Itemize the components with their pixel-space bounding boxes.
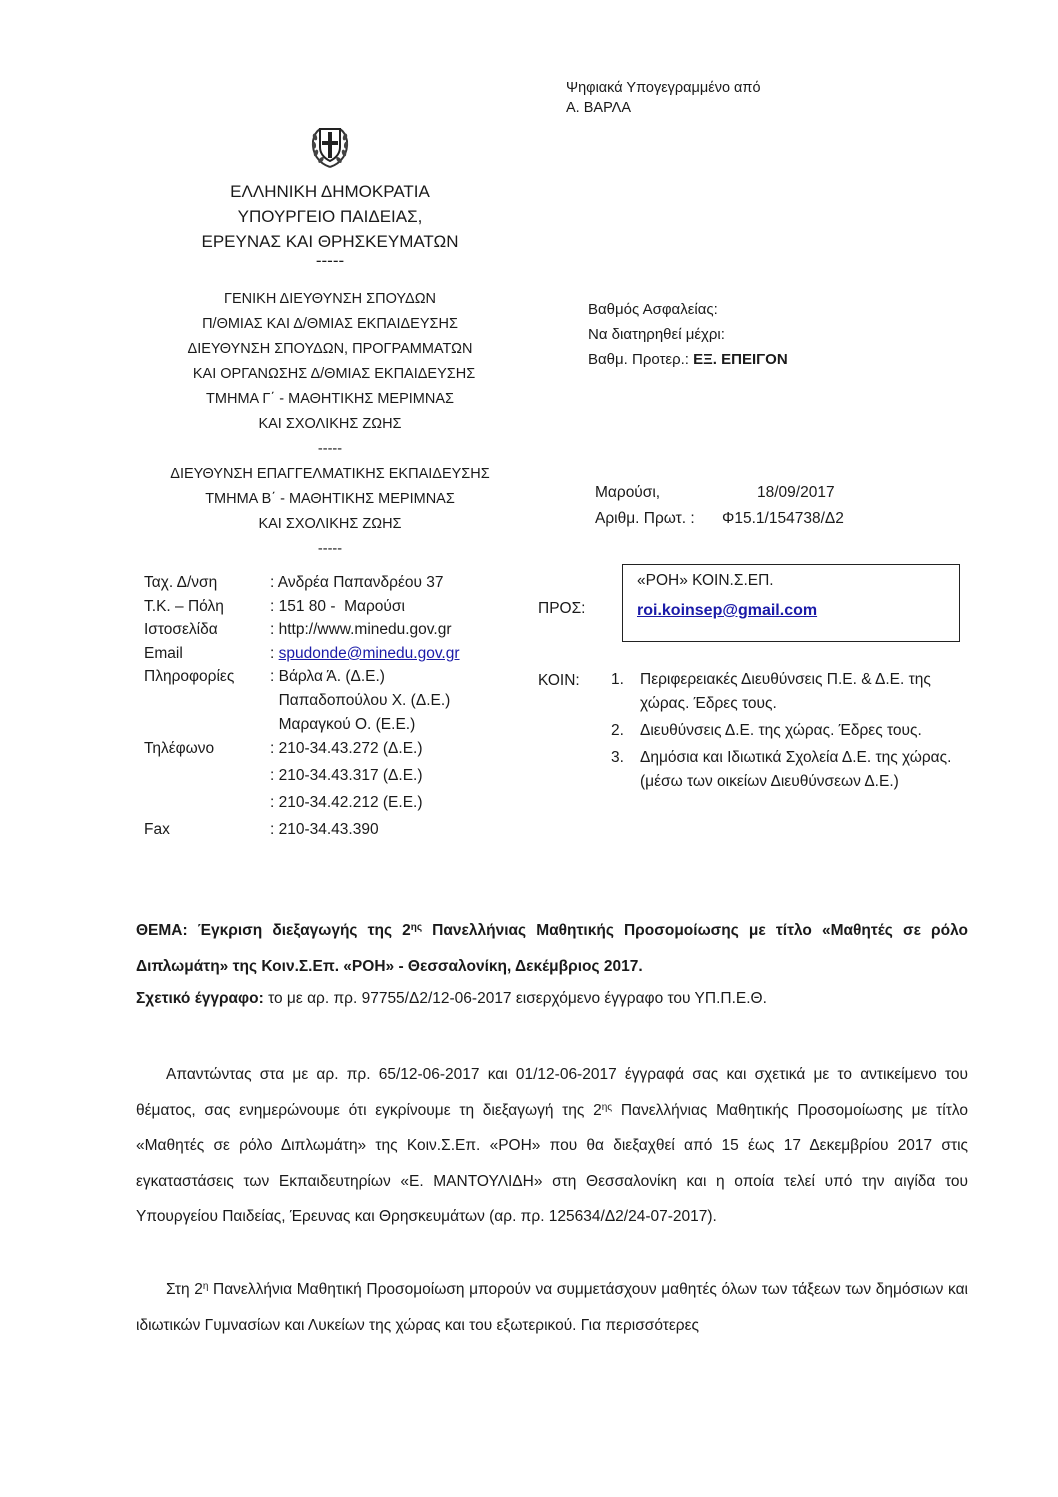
republic-title: ΕΛΛΗΝΙΚΗ ΔΗΜΟΚΡΑΤΙΑ [230, 182, 430, 201]
department-block [130, 287, 530, 562]
priority-value: ΕΞ. ΕΠΕΙΓΟΝ [693, 351, 788, 368]
security-level: Βαθμός Ασφαλείας: [588, 301, 718, 318]
header-separator: ----- [315, 251, 345, 270]
recipient-label: ΠΡΟΣ: [538, 600, 586, 617]
ministry-header [130, 179, 530, 274]
dept-line: Π/ΘΜΙΑΣ ΚΑΙ Δ/ΘΜΙΑΣ ΕΚΠΑΙΔΕΥΣΗΣ [202, 316, 458, 332]
dept-line: ΚΑΙ ΟΡΓΑΝΩΣΗΣ Δ/ΘΜΙΑΣ ΕΚΠΑΙΔΕΥΣΗΣ [184, 366, 476, 382]
p2-text-b: Πανελλήνια Μαθητική Προσομοίωση μπορούν να συμμετάσχουν μαθητές όλων των τάξεων των δημόσιων και ιδιωτικών Γυμνασίων και Λυκείων της χώρας και του εξωτερικού. Για περισσότερες [136, 1281, 968, 1334]
dept-line: ΚΑΙ ΣΧΟΛΙΚΗΣ ΖΩΗΣ [258, 416, 402, 432]
dept-line: ----- [317, 441, 343, 457]
list-text: Διευθύνσεις Δ.Ε. της χώρας. Έδρες τους. [640, 722, 922, 739]
signature-line-2: Α. ΒΑΡΛΑ [566, 100, 632, 116]
list-text: Περιφερειακές Διευθύνσεις Π.Ε. & Δ.Ε. της χώρας. Έδρες τους. [640, 671, 931, 712]
digital-signature [566, 78, 761, 118]
place: Μαρούσι, [595, 484, 661, 501]
p2-sup: η [202, 1281, 209, 1292]
cc-label: ΚΟΙΝ: [538, 672, 580, 689]
protocol-value: Φ15.1/154738/Δ2 [722, 510, 844, 527]
date-protocol-block [595, 480, 895, 532]
signature-line-1: Ψηφιακά Υπογεγραμμένο από [566, 80, 761, 96]
keep-until: Να διατηρηθεί μέχρι: [588, 326, 725, 343]
list-item [611, 668, 971, 716]
body-paragraph-2 [136, 1272, 968, 1343]
dept-line: ----- [317, 541, 343, 557]
dept-line: ΤΜΗΜΑ Γ΄ - ΜΑΘΗΤΙΚΗΣ ΜΕΡΙΜΝΑΣ [206, 391, 454, 407]
priority [588, 347, 788, 372]
ministry-name-1: ΥΠΟΥΡΓΕΙΟ ΠΑΙΔΕΙΑΣ, [237, 207, 423, 226]
fax-label: Fax [144, 821, 170, 839]
list-number: 1. [611, 671, 624, 688]
dept-line: ΤΜΗΜΑ Β΄ - ΜΑΘΗΤΙΚΗΣ ΜΕΡΙΜΝΑΣ [205, 491, 455, 507]
subject [136, 913, 968, 985]
phone-value-2: : 210-34.43.317 (Δ.Ε.) [270, 767, 423, 785]
phone-label: Τηλέφωνο [144, 740, 215, 758]
ministry-name-2: ΕΡΕΥΝΑΣ ΚΑΙ ΘΡΗΣΚΕΥΜΑΤΩΝ [201, 232, 459, 251]
phone-value-1: : 210-34.43.272 (Δ.Ε.) [270, 740, 423, 758]
dept-line: ΚΑΙ ΣΧΟΛΙΚΗΣ ΖΩΗΣ [258, 516, 402, 532]
dept-line: ΔΙΕΥΘΥΝΣΗ ΕΠΑΓΓΕΛΜΑΤΙΚΗΣ ΕΚΠΑΙΔΕΥΣΗΣ [170, 466, 490, 482]
recipient-box [622, 564, 960, 642]
info-value-3: Μαραγκού Ο. (Ε.Ε.) [270, 715, 416, 733]
address-label: Ταχ. Δ/νση [144, 574, 218, 591]
p1-text-b: Πανελλήνιας Μαθητικής Προσομοίωσης με τίτλο «Μαθητές σε ρόλο Διπλωμάτη» της Κοιν.Σ.Επ. «ΡΟΗ» που θα διεξαχθεί από 15 έως 17 Δεκεμβρίου 2017 στις εγκαταστάσεις των Εκπαιδευτηρίων «Ε. ΜΑΝΤΟΥΛΙΔΗ» στη Θεσσαλονίκη και η οποία τελεί υπό την αιγίδα του Υπουργείου Παιδείας, Έρευνας και Θρησκευμάτων (αρ. πρ. 125634/Δ2/24-07-2017). [136, 1101, 968, 1225]
email-label: Email [144, 644, 183, 662]
email-colon: : [270, 644, 275, 662]
subject-text-2: Πανελλήνιας Μαθητικής Προσομοίωσης με τίτλο «Μαθητές σε ρόλο Διπλωμάτη» της Κοιν.Σ.Επ. «ΡΟΗ» - Θεσσαλονίκη, Δεκέμβριος 2017. [136, 922, 968, 975]
cc-list [611, 668, 971, 794]
dept-line: ΔΙΕΥΘΥΝΣΗ ΣΠΟΥΔΩΝ, ΠΡΟΓΡΑΜΜΑΤΩΝ [187, 341, 473, 357]
list-number: 2. [611, 722, 624, 739]
protocol-label: Αριθμ. Πρωτ. : [595, 510, 695, 527]
list-number: 3. [611, 749, 624, 766]
info-label: Πληροφορίες [144, 668, 235, 686]
related-label: Σχετικό έγγραφο: [136, 990, 264, 1007]
fax-value: : 210-34.43.390 [270, 821, 379, 839]
priority-label: Βαθμ. Προτερ.: [588, 351, 694, 368]
related-document [136, 986, 968, 1012]
postal-value: : 151 80 - Μαρούσι [270, 597, 405, 615]
list-item [611, 746, 971, 770]
p1-text-a: Απαντώντας στα με αρ. πρ. 65/12-06-2017 και 01/12-06-2017 έγγραφά σας και σχετικά με το αντικείμενο του θέματος, σας ενημερώνουμε ότι εγκρίνουμε τη διεξαγωγή της 2 [136, 1066, 968, 1119]
website-label: Ιστοσελίδα [144, 621, 218, 639]
related-text: το με αρ. πρ. 97755/Δ2/12-06-2017 εισερχόμενο έγγραφο του ΥΠ.Π.Ε.Θ. [263, 990, 767, 1007]
list-text: Δημόσια και Ιδιωτικά Σχολεία Δ.Ε. της χώρας. [640, 749, 952, 766]
address-value: : Ανδρέα Παπανδρέου 37 [270, 574, 444, 591]
info-value-1: : Βάρλα Ά. (Δ.Ε.) [270, 668, 385, 686]
subject-sup: ης [410, 922, 423, 933]
recipient-name: «ΡΟΗ» ΚΟΙΝ.Σ.ΕΠ. [637, 572, 774, 589]
recipient-email-link[interactable]: roi.koinsep@gmail.com [637, 602, 818, 619]
body-paragraph-1 [136, 1057, 968, 1235]
cc-note: (μέσω των οικείων Διευθύνσεων Δ.Ε.) [640, 773, 899, 790]
list-item [611, 719, 971, 743]
p1-sup: ης [601, 1101, 613, 1113]
subject-text-1: ΘΕΜΑ: Έγκριση διεξαγωγής της 2 [136, 922, 411, 939]
email-link[interactable]: spudonde@minedu.gov.gr [278, 644, 460, 662]
security-block [588, 297, 788, 372]
greek-coat-of-arms-icon [308, 121, 352, 171]
p2-text-a: Στη 2 [166, 1281, 203, 1298]
date: 18/09/2017 [757, 484, 835, 501]
info-value-2: Παπαδοπούλου Χ. (Δ.Ε.) [270, 691, 451, 709]
postal-label: Τ.Κ. – Πόλη [144, 597, 224, 615]
website-value[interactable]: : http://www.minedu.gov.gr [270, 621, 452, 639]
dept-line: ΓΕΝΙΚΗ ΔΙΕΥΘΥΝΣΗ ΣΠΟΥΔΩΝ [223, 291, 437, 307]
phone-value-3: : 210-34.42.212 (Ε.Ε.) [270, 794, 423, 812]
